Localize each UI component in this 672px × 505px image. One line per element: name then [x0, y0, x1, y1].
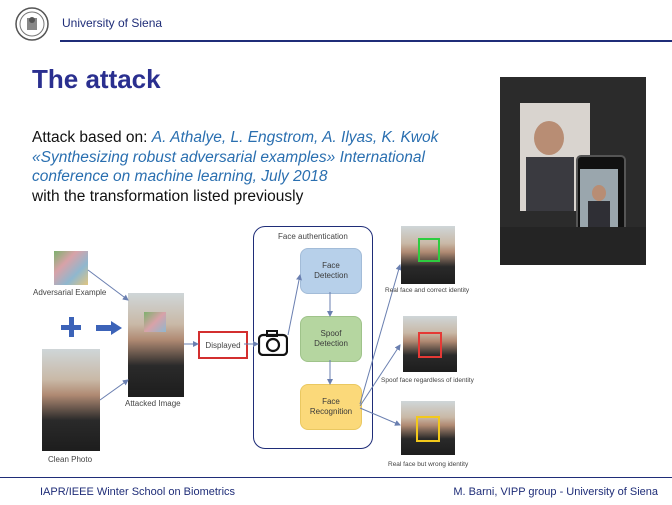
result-label-2: Spoof face regardless of identity	[381, 377, 474, 384]
footer-rule	[0, 477, 672, 478]
green-detection-box	[418, 238, 440, 262]
result-label-1: Real face and correct identity	[385, 287, 470, 294]
reference-citation: A. Athalye, L. Engstrom, A. Ilyas, K. Kwok «Synthesizing robust adversarial examples» International conference on machine learning, July 2018	[32, 129, 439, 185]
face-auth-title: Face authentication	[278, 232, 348, 241]
red-detection-box	[418, 332, 442, 358]
attack-prefix: Attack based on:	[32, 129, 152, 146]
university-name: University of Siena	[62, 16, 163, 30]
face-detection-box: Face Detection	[300, 248, 362, 294]
footer-left: IAPR/IEEE Winter School on Biometrics	[40, 486, 236, 498]
adversarial-example-label: Adversarial Example	[33, 288, 107, 297]
attacked-image-label: Attacked Image	[125, 399, 181, 408]
slide-title: The attack	[32, 64, 161, 94]
spoof-detection-box: Spoof Detection	[300, 316, 362, 362]
result-label-3: Real face but wrong identity	[388, 461, 469, 468]
footer-right: M. Barni, VIPP group - University of Siena	[453, 486, 658, 498]
yellow-detection-box	[416, 416, 440, 442]
clean-photo-label: Clean Photo	[48, 455, 93, 464]
displayed-label: Displayed	[205, 340, 241, 350]
face-recognition-box: Face Recognition	[300, 384, 362, 430]
attack-suffix: with the transformation listed previously	[32, 187, 304, 205]
